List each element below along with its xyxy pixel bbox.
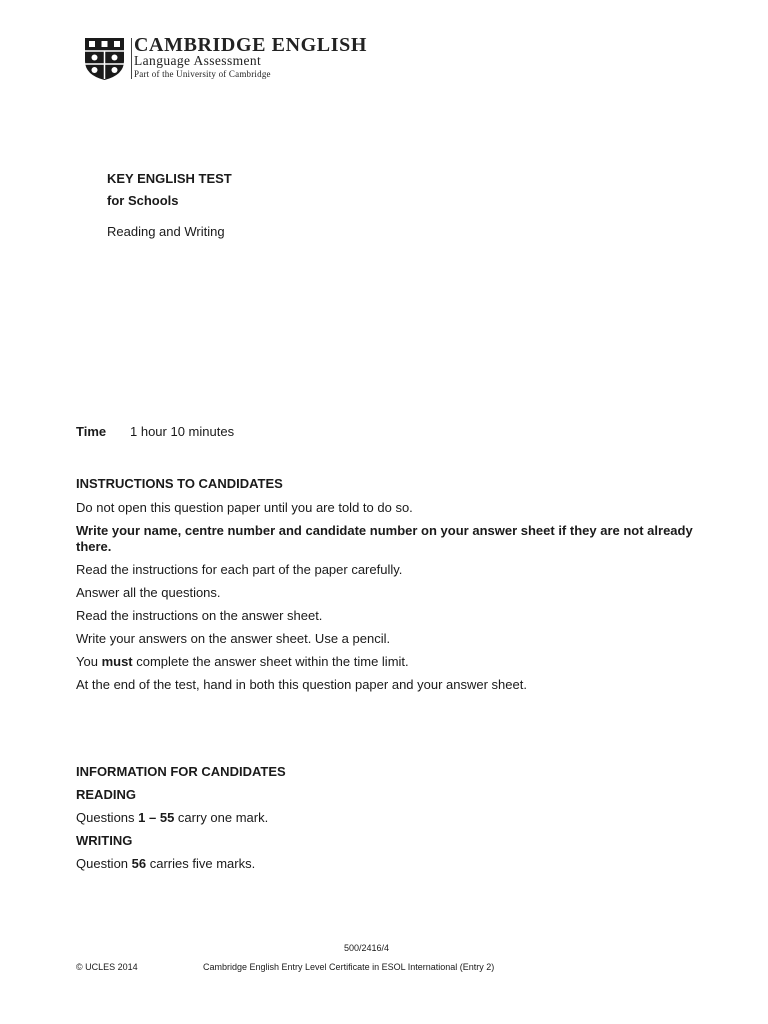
instruction-line: At the end of the test, hand in both this question paper and your answer sheet. bbox=[76, 677, 527, 692]
writing-heading: WRITING bbox=[76, 833, 133, 848]
reading-question-range: 1 – 55 bbox=[138, 810, 175, 825]
instructions-heading: INSTRUCTIONS TO CANDIDATES bbox=[76, 476, 283, 491]
cambridge-shield-logo-icon bbox=[84, 37, 125, 81]
instruction-line: Write your answers on the answer sheet. Use a pencil. bbox=[76, 631, 391, 646]
time-value: 1 hour 10 minutes bbox=[130, 424, 235, 439]
information-section bbox=[76, 764, 696, 872]
logo-tagline: Part of the University of Cambridge bbox=[134, 69, 271, 79]
reading-text: Questions bbox=[76, 810, 139, 825]
copyright: © UCLES 2014 bbox=[76, 962, 138, 972]
instruction-emphasis: must bbox=[101, 654, 133, 669]
certificate-name: Cambridge English Entry Level Certificate in ESOL International (Entry 2) bbox=[203, 962, 495, 972]
instruction-line bbox=[76, 654, 696, 670]
paper-code: 500/2416/4 bbox=[344, 943, 390, 953]
logo-divider bbox=[131, 38, 132, 79]
instruction-text: You bbox=[76, 654, 102, 669]
test-subtitle: for Schools bbox=[107, 193, 179, 208]
instruction-line: Write your name, centre number and candidate number on your answer sheet if they are not already there. bbox=[76, 523, 693, 554]
reading-text: carry one mark. bbox=[174, 810, 269, 825]
logo-wordmark: CAMBRIDGE ENGLISH bbox=[134, 34, 368, 56]
writing-marks bbox=[76, 856, 696, 872]
test-title: KEY ENGLISH TEST bbox=[107, 171, 232, 186]
instructions-section bbox=[76, 476, 696, 693]
logo-subtitle: Language Assessment bbox=[134, 53, 262, 68]
instruction-line: Do not open this question paper until you are told to do so. bbox=[76, 500, 413, 515]
instruction-line: Read the instructions on the answer sheet. bbox=[76, 608, 323, 623]
writing-question-number: 56 bbox=[131, 856, 147, 871]
instruction-text: complete the answer sheet within the time limit. bbox=[132, 654, 409, 669]
writing-text: carries five marks. bbox=[146, 856, 256, 871]
instruction-line: Read the instructions for each part of the paper carefully. bbox=[76, 562, 403, 577]
writing-text: Question bbox=[76, 856, 132, 871]
reading-heading: READING bbox=[76, 787, 136, 802]
instruction-line: Answer all the questions. bbox=[76, 585, 221, 600]
reading-marks bbox=[76, 810, 696, 826]
information-heading: INFORMATION FOR CANDIDATES bbox=[76, 764, 286, 779]
time-label: Time bbox=[76, 424, 107, 439]
paper-name: Reading and Writing bbox=[107, 224, 225, 239]
